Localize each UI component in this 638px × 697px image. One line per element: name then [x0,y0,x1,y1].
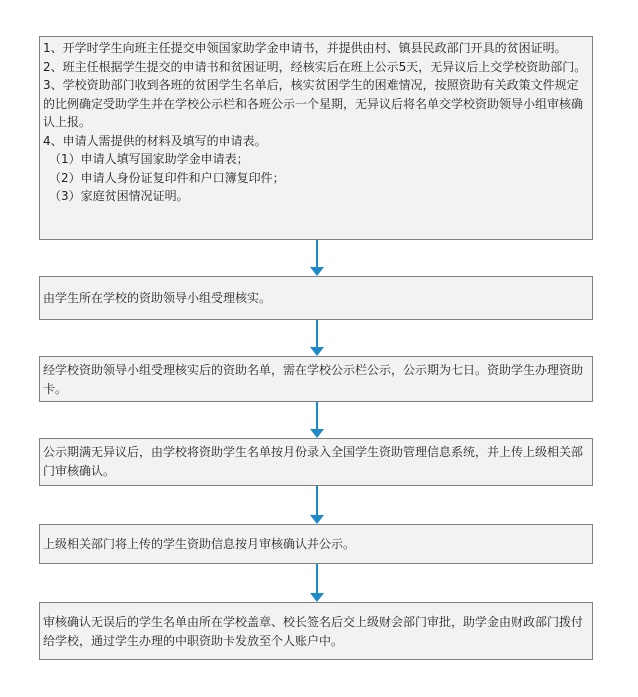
arrow-head-icon [310,515,324,524]
step-1-line-4: 4、申请人需提供的材料及填写的申请表。 [43,133,267,148]
flow-step-2 [39,276,593,320]
step-4-text: 公示期满无异议后，由学校将资助学生名单按月份录入全国学生资助管理信息系统，并上传上级相关部门审核确认。 [43,445,584,478]
step-1-sub-item-3: （3）家庭贫困情况证明。 [49,189,189,203]
step-5-text: 上级相关部门将上传的学生资助信息按月审核确认并公示。 [43,537,356,551]
arrow-head-icon [310,267,324,276]
arrow-shaft [316,320,318,348]
step-1-line-2: 2、班主任根据学生提交的申请书和贫困证明，经核实后在班上公示5天，无异议后上交学校资助部门。 [43,59,587,74]
flow-step-4 [39,438,593,486]
arrow-shaft [316,240,318,268]
arrow-shaft [316,486,318,516]
flow-step-3 [39,356,593,402]
step-2-text: 由学生所在学校的资助领导小组受理核实。 [43,291,272,305]
arrow-shaft [316,402,318,430]
arrow-shaft [316,564,318,594]
step-3-text: 经学校资助领导小组受理核实后的资助名单，需在学校公示栏公示，公示期为七日。资助学生办理资助卡。 [43,363,584,396]
step-6-text: 审核确认无误后的学生名单由所在学校盖章、校长签名后交上级财会部门审批，助学金由财政部门拨付给学校，通过学生办理的中职资助卡发放至个人账户中。 [43,615,584,648]
flow-step-6 [39,602,593,660]
arrow-head-icon [310,593,324,602]
flow-arrow-1 [310,240,324,276]
arrow-head-icon [310,429,324,438]
flow-arrow-2 [310,320,324,356]
flow-arrow-4 [310,486,324,524]
step-1-line-3: 3、学校资助部门收到各班的贫困学生名单后，核实贫困学生的困难情况，按照资助有关政策文件规定的比例确定受助学生并在学校公示栏和各班公示一个星期，无异议后将名单交学校资助领导小组审核确认上报。 [43,78,584,129]
step-1-sub-item-1: （1）申请人填写国家助学金申请表； [49,152,249,166]
flow-step-1 [39,36,593,240]
flow-arrow-3 [310,402,324,438]
flow-arrow-5 [310,564,324,602]
step-1-sub-item-2: （2）申请人身份证复印件和户口簿复印件； [49,170,285,185]
flow-step-5 [39,524,593,564]
arrow-head-icon [310,347,324,356]
step-1-line-1: 1、开学时学生向班主任提交申领国家助学金申请书，并提供由村、镇县民政部门开具的贫困证明。 [43,41,567,55]
